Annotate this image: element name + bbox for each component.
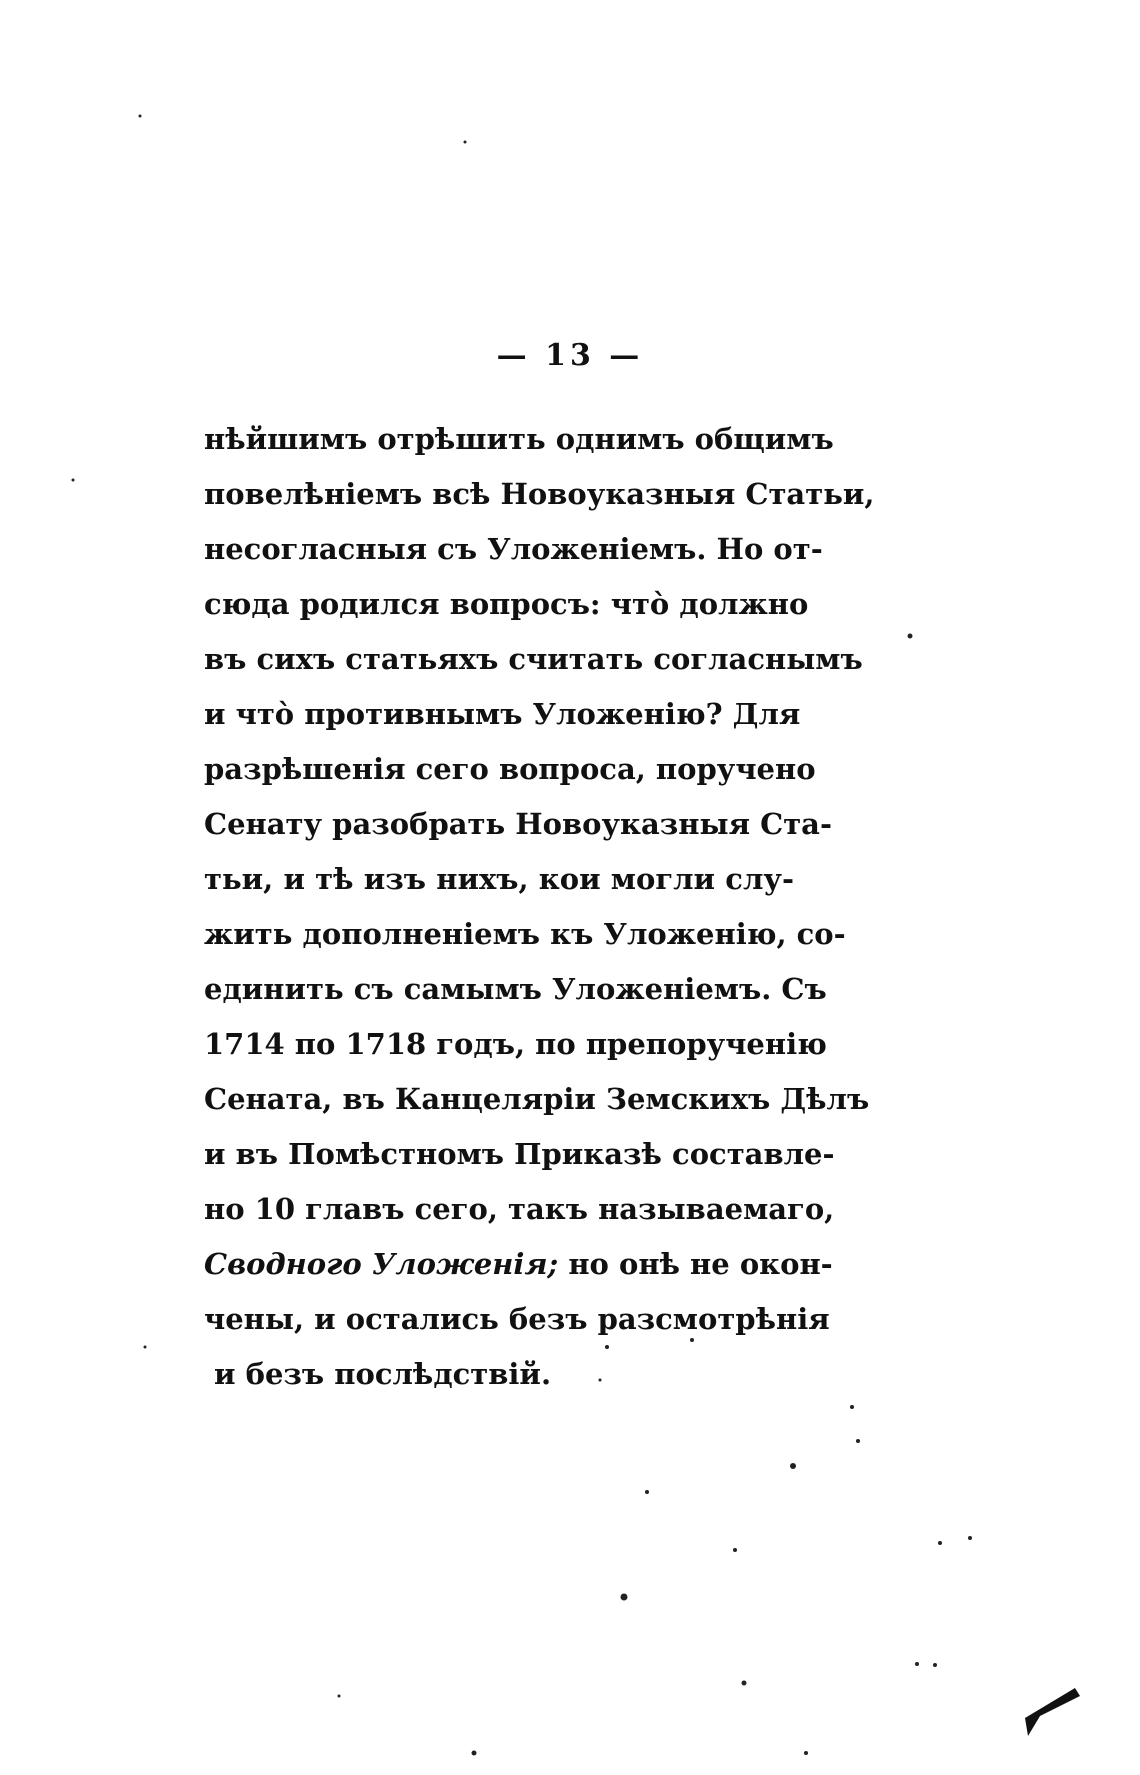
text-line-16-rest: но онѣ не окон- xyxy=(558,1247,833,1281)
text-line-2: повелѣніемъ всѣ Новоуказныя Статьи, xyxy=(204,477,875,511)
text-line-13: Сената, въ Канцеляріи Земскихъ Дѣлъ xyxy=(204,1082,870,1116)
text-line-3: несогласныя съ Уложеніемъ. Но от- xyxy=(204,532,823,566)
text-line-6: и что̀ противнымъ Уложенію? Для xyxy=(204,697,801,731)
text-line-15: но 10 главъ сего, такъ называемаго, xyxy=(204,1192,835,1226)
text-line-17: чены, и остались безъ разсмотрѣнія xyxy=(204,1302,830,1336)
text-line-16 xyxy=(204,1237,833,1292)
page-number: — 13 — xyxy=(496,338,644,373)
text-line-4: сюда родился вопросъ: что̀ должно xyxy=(204,587,809,621)
italic-title: Сводного Уложенія; xyxy=(204,1247,559,1281)
text-line-8: Сенату разобрать Новоуказныя Ста- xyxy=(204,807,832,841)
text-line-1: нѣйшимъ отрѣшить однимъ общимъ xyxy=(204,422,834,456)
text-line-18: и безъ послѣдствій. xyxy=(214,1357,552,1391)
text-line-10: жить дополненіемъ къ Уложенію, со- xyxy=(204,917,846,951)
text-line-12: 1714 по 1718 годъ, по препорученію xyxy=(204,1027,827,1061)
text-line-11: единить съ самымъ Уложеніемъ. Съ xyxy=(204,972,827,1006)
text-line-5: въ сихъ статьяхъ считать согласнымъ xyxy=(204,642,863,676)
text-line-7: разрѣшенія сего вопроса, поручено xyxy=(204,752,816,786)
body-text xyxy=(204,412,875,1402)
text-line-9: тьи, и тѣ изъ нихъ, кои могли слу- xyxy=(204,862,794,896)
text-line-14: и въ Помѣстномъ Приказѣ составле- xyxy=(204,1137,835,1171)
